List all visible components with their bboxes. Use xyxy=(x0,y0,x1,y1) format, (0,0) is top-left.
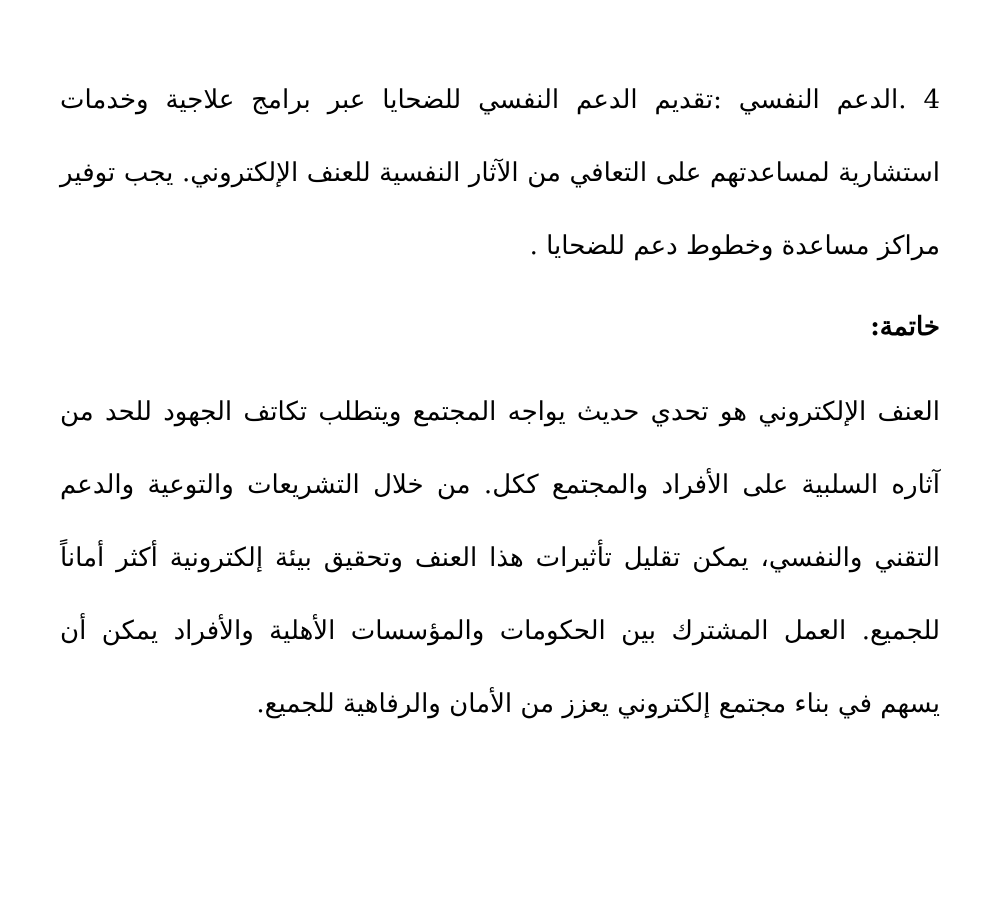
conclusion-heading: خاتمة: xyxy=(870,312,940,342)
conclusion-paragraph: العنف الإلكتروني هو تحدي حديث يواجه المجتمع ويتطلب تكاتف الجهود للحد من آثاره السلبية على الأفراد والمجتمع ككل. من خلال التشريعات والتوعية والدعم التقني والنفسي، يمكن تقليل تأثيرات هذا العنف وتحقيق بيئة إلكترونية أكثر أماناً للجميع. العمل المشترك بين الحكومات والمؤسسات الأهلية والأفراد يمكن أن يسهم في بناء مجتمع إلكتروني يعزز من الأمان والرفاهية للجميع. xyxy=(60,397,940,719)
psychological-support-paragraph: 4 .الدعم النفسي :تقديم الدعم النفسي للضحايا عبر برامج علاجية وخدمات استشارية لمساعدتهم على التعافي من الآثار النفسية للعنف الإلكتروني. يجب توفير مراكز مساعدة وخطوط دعم للضحايا . xyxy=(60,85,940,261)
